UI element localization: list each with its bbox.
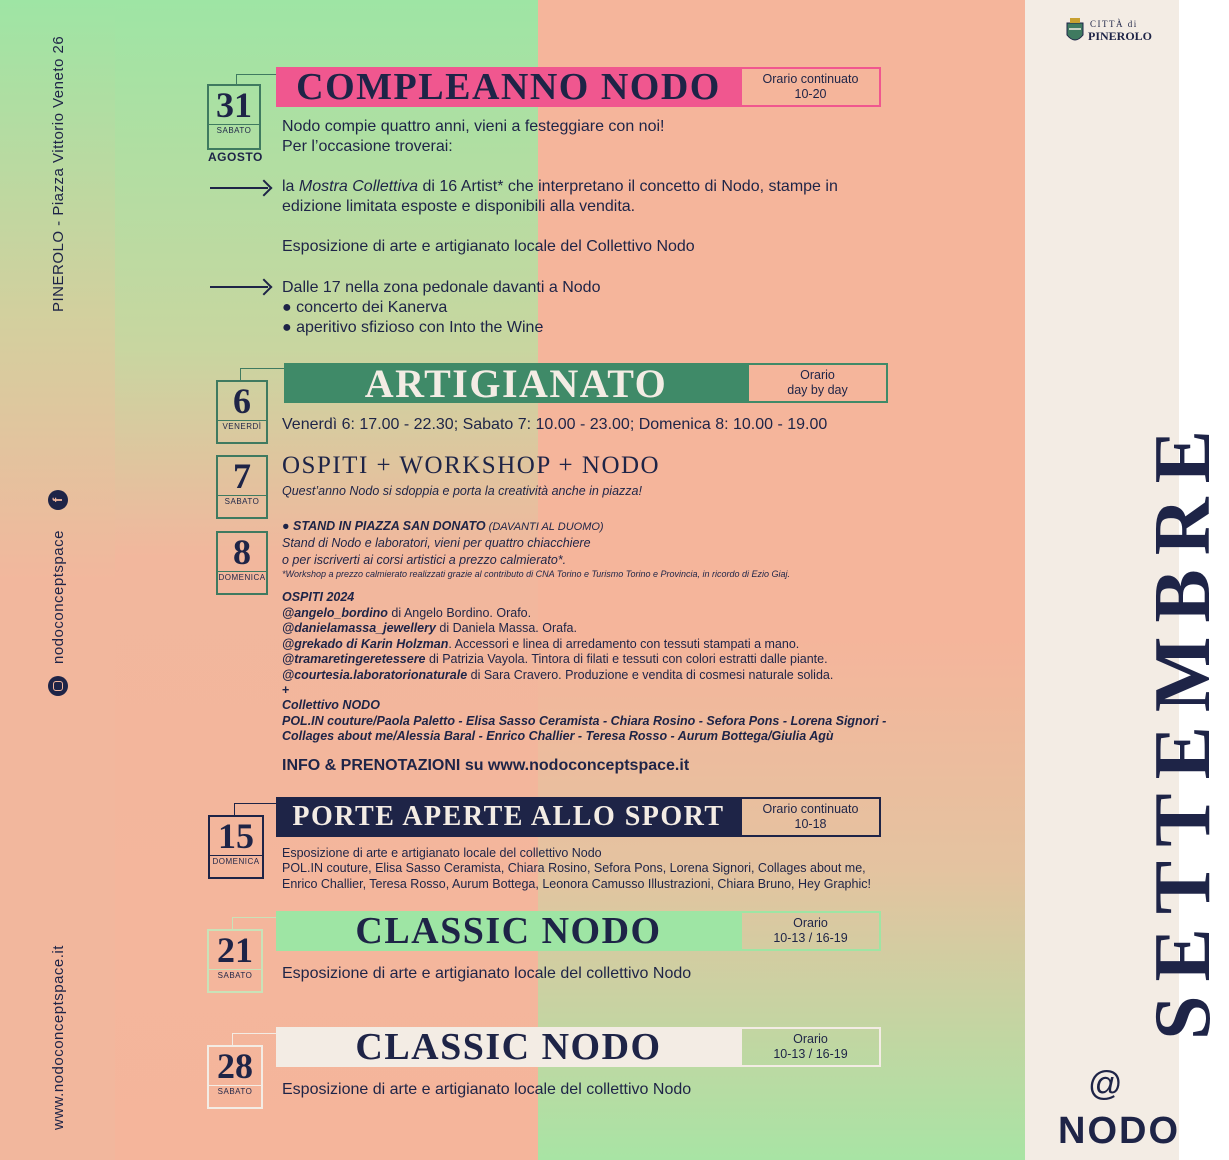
collective-list: POL.IN couture/Paola Paletto - Elisa Sasso Ceramista - Chiara Rosino - Sefora Pons - Lorena Signori - bbox=[282, 714, 887, 728]
stand-text: Stand di Nodo e laboratori, vieni per quattro chiacchiere bbox=[282, 536, 591, 550]
event-hours: Orario continuato 10-20 bbox=[740, 67, 881, 107]
date-box-6: 6 VENERDÌ bbox=[216, 380, 268, 444]
collective-heading: Collettivo NODO bbox=[282, 698, 380, 712]
event-desc: Esposizione di arte e artigianato locale del collettivo Nodo bbox=[282, 1081, 692, 1098]
at-sign: @ bbox=[1088, 1065, 1123, 1103]
date-box-31 bbox=[207, 84, 261, 150]
event-title: ARTIGIANATO bbox=[284, 363, 748, 403]
exhibition-text: Esposizione di arte e artigianato locale del Collettivo Nodo bbox=[282, 238, 695, 255]
address-text: PINEROLO - Piazza Vittorio Veneto 26 bbox=[50, 35, 67, 312]
background-right bbox=[538, 0, 1025, 1160]
event-title: COMPLEANNO NODO bbox=[276, 67, 741, 107]
facebook-icon[interactable]: f bbox=[48, 490, 68, 510]
bullet-aperitivo: ● aperitivo sfizioso con Into the Wine bbox=[282, 319, 544, 336]
stand-text-2: o per iscriverti ai corsi artistici a prezzo calmierato*. bbox=[282, 553, 567, 567]
from-17-text: Dalle 17 nella zona pedonale davanti a Nodo bbox=[282, 279, 601, 296]
guest-item: @angelo_bordino di Angelo Bordino. Orafo. bbox=[282, 606, 532, 620]
event-desc: Esposizione di arte e artigianato locale del collettivo Nodo bbox=[282, 965, 692, 982]
date-number: 31 bbox=[216, 85, 252, 125]
city-label: PINEROLO bbox=[1088, 29, 1153, 43]
schedule-text: Venerdì 6: 17.00 - 22.30; Sabato 7: 10.00 - 23.00; Domenica 8: 10.00 - 19.00 bbox=[282, 416, 828, 433]
event-title: CLASSIC NODO bbox=[276, 911, 741, 951]
date-box-21: 21 SABATO bbox=[207, 929, 263, 993]
collective-list-2: Collages about me/Alessia Baral - Enrico Challier - Teresa Rosso - Aurum Bottega/Giulia Agù bbox=[282, 729, 834, 743]
mostra-text-2: edizione limitata esposte e disponibili alla vendita. bbox=[282, 198, 636, 215]
stand-title: ● STAND IN PIAZZA SAN DONATO (DAVANTI AL DUOMO) bbox=[282, 519, 604, 533]
guest-item: @tramaretingeretessere di Patrizia Vayola. Tintora di filati e tessuti con colori estratti dalle piante. bbox=[282, 652, 828, 666]
date-month: AGOSTO bbox=[208, 150, 263, 164]
city-small-label: CITTÀ di bbox=[1090, 19, 1138, 29]
guest-item: @courtesia.laboratorionaturale di Sara Cravero. Produzione e vendita di cosmesi naturale solida. bbox=[282, 668, 834, 682]
intro-text-2: Per l’occasione troverai: bbox=[282, 138, 453, 155]
footnote: *Workshop a prezzo calmierato realizzati grazie al contributo di CNA Torino e Turismo Torino e Provincia, in ricordo di Ezio Giaj. bbox=[282, 569, 791, 579]
intro-text: Nodo compie quattro anni, vieni a festeggiare con noi! bbox=[282, 118, 665, 135]
event-desc-2: POL.IN couture, Elisa Sasso Ceramista, Chiara Rosino, Sefora Pons, Lorena Signori, Collages about me, bbox=[282, 861, 866, 875]
event-desc-3: Enrico Challier, Teresa Rosso, Aurum Bottega, Leonora Camusso Illustrazioni, Chiara Bruno, Hey Graphic! bbox=[282, 877, 871, 891]
date-box-7: 7 SABATO bbox=[216, 455, 268, 519]
subheading: OSPITI + WORKSHOP + NODO bbox=[282, 452, 661, 479]
date-box-8: 8 DOMENICA bbox=[216, 531, 268, 595]
event-title: PORTE APERTE ALLO SPORT bbox=[276, 797, 741, 837]
event-desc: Esposizione di arte e artigianato locale del collettivo Nodo bbox=[282, 846, 602, 860]
brand-logo: NODO bbox=[1058, 1110, 1180, 1152]
date-day: SABATO bbox=[209, 124, 259, 137]
event-hours: Orario day by day bbox=[747, 363, 888, 403]
guest-item: @grekado di Karin Holzman. Accessori e linea di arredamento con tessuti stampati a mano. bbox=[282, 637, 800, 651]
event-hours: Orario 10-13 / 16-19 bbox=[740, 911, 881, 951]
info-link[interactable]: INFO & PRENOTAZIONI su www.nodoconceptspace.it bbox=[282, 757, 690, 774]
arrow-icon bbox=[210, 286, 268, 288]
bullet-concert: ● concerto dei Kanerva bbox=[282, 299, 448, 316]
plus-sign: + bbox=[282, 683, 290, 697]
date-box-28: 28 SABATO bbox=[207, 1045, 263, 1109]
subheading-desc: Quest’anno Nodo si sdoppia e porta la creatività anche in piazza! bbox=[282, 484, 642, 498]
city-crest-icon bbox=[1064, 17, 1086, 47]
facebook-handle[interactable]: nodoconceptspace bbox=[50, 530, 67, 664]
guests-heading: OSPITI 2024 bbox=[282, 590, 355, 604]
arrow-icon bbox=[210, 187, 268, 189]
website-text[interactable]: www.nodoconceptspace.it bbox=[50, 945, 67, 1130]
mostra-text: la Mostra Collettiva di 16 Artist* che interpretano il concetto di Nodo, stampe in bbox=[282, 178, 838, 195]
event-title: CLASSIC NODO bbox=[276, 1027, 741, 1067]
event-hours: Orario 10-13 / 16-19 bbox=[740, 1027, 881, 1067]
event-hours: Orario continuato 10-18 bbox=[740, 797, 881, 837]
instagram-icon[interactable] bbox=[48, 676, 68, 696]
month-title: SETTEMBRE bbox=[1139, 416, 1227, 1040]
guest-item: @danielamassa_jewellery di Daniela Massa. Orafa. bbox=[282, 621, 577, 635]
date-box-15: 15 DOMENICA bbox=[208, 815, 264, 879]
